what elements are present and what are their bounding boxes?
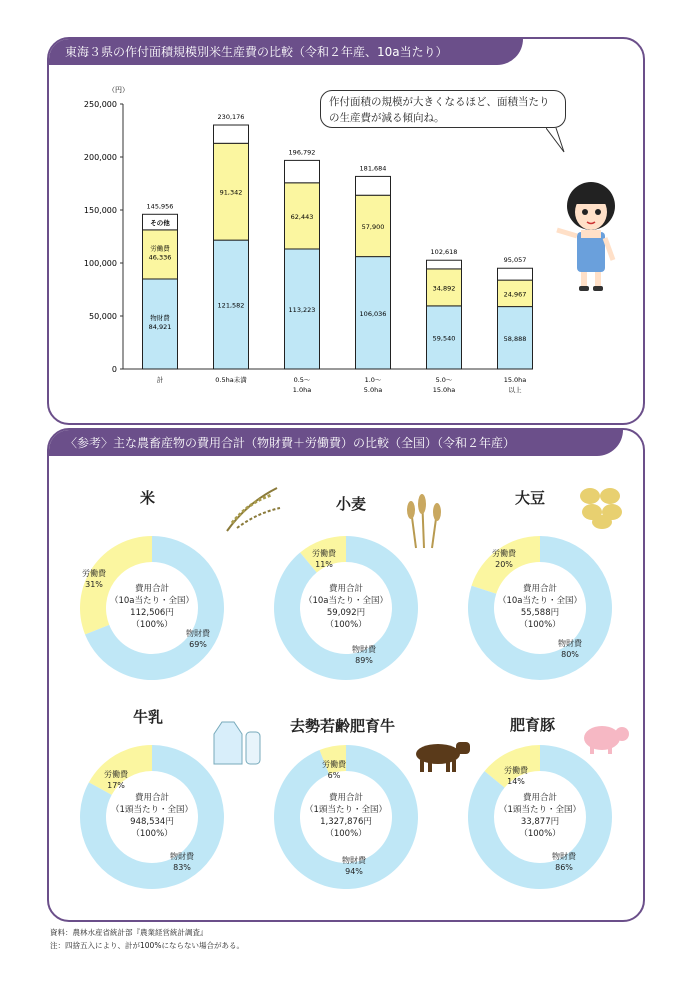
y-tick-label: 50,000 bbox=[89, 312, 117, 321]
donut-title: 牛乳 bbox=[133, 708, 164, 726]
y-axis-unit: （円） bbox=[108, 86, 129, 94]
center-line: 費用合計 bbox=[522, 793, 557, 803]
donut-center-text bbox=[291, 792, 401, 840]
center-line: 1,327,876円 bbox=[320, 817, 372, 827]
material-label bbox=[164, 851, 200, 873]
center-line: （10a当たり・全国） bbox=[109, 596, 195, 606]
slice-percent: 14% bbox=[507, 777, 525, 786]
center-line: （10a当たり・全国） bbox=[303, 596, 389, 606]
rice-plant-icon bbox=[222, 483, 282, 533]
donut-center-text bbox=[97, 792, 207, 840]
donut-center-text bbox=[485, 792, 595, 840]
center-line: 59,092円 bbox=[326, 608, 366, 618]
material-label bbox=[546, 851, 582, 873]
slice-percent: 6% bbox=[327, 771, 341, 780]
y-tick-label: 150,000 bbox=[83, 206, 117, 215]
slice-percent: 69% bbox=[189, 640, 207, 649]
center-line: 費用合計 bbox=[328, 793, 363, 803]
center-line: （1頭当たり・全国） bbox=[111, 805, 193, 815]
donut-center-text bbox=[291, 583, 401, 631]
center-line: 費用合計 bbox=[328, 584, 363, 594]
center-line: 948,534円 bbox=[130, 817, 174, 827]
slice-percent: 31% bbox=[85, 580, 103, 589]
y-tick-label: 200,000 bbox=[83, 153, 117, 162]
category-label: 5.0～ bbox=[435, 376, 453, 384]
labor-label bbox=[98, 769, 134, 791]
data-label: 113,223 bbox=[288, 305, 316, 314]
slice-name: 労働費 bbox=[504, 766, 528, 775]
data-label: 46,336 bbox=[148, 253, 172, 262]
category-label: 0.5ha未満 bbox=[215, 376, 247, 384]
speech-line-2: の生産費が減る傾向ね。 bbox=[329, 112, 445, 124]
slice-percent: 94% bbox=[345, 867, 363, 876]
slice-name: 労働費 bbox=[82, 569, 106, 578]
slice-name: 物財費 bbox=[558, 639, 582, 648]
donut-title: 去勢若齢肥育牛 bbox=[290, 717, 396, 735]
material-label bbox=[180, 628, 216, 650]
center-line: （100%） bbox=[131, 620, 173, 630]
slice-name: 物財費 bbox=[342, 856, 366, 865]
labor-label bbox=[316, 759, 352, 781]
data-label: 57,900 bbox=[361, 222, 385, 231]
category-label: 0.5～ bbox=[293, 376, 311, 384]
data-label: 24,967 bbox=[503, 290, 527, 299]
center-line: （100%） bbox=[325, 620, 367, 630]
slice-percent: 17% bbox=[107, 781, 125, 790]
slice-name: 物財費 bbox=[170, 852, 194, 861]
bar-section-title: 東海３県の作付面積規模別米生産費の比較（令和２年産、10a当たり） bbox=[49, 39, 523, 65]
slice-name: 労働費 bbox=[312, 549, 336, 558]
total-label: 102,618 bbox=[430, 248, 458, 257]
donut-title: 肥育豚 bbox=[510, 716, 556, 734]
center-line: （100%） bbox=[325, 829, 367, 839]
total-label: 181,684 bbox=[359, 164, 387, 173]
series-label: 労働費 bbox=[150, 244, 170, 253]
total-label: 145,956 bbox=[146, 202, 174, 211]
labor-label bbox=[498, 765, 534, 787]
series-label: その他 bbox=[150, 219, 170, 228]
center-line: （10a当たり・全国） bbox=[497, 596, 583, 606]
slice-name: 物財費 bbox=[352, 645, 376, 654]
data-label: 91,342 bbox=[219, 188, 243, 197]
data-label: 34,892 bbox=[432, 284, 456, 293]
material-label bbox=[552, 638, 588, 660]
milk-icon bbox=[212, 720, 262, 766]
slice-percent: 80% bbox=[561, 650, 579, 659]
soybean-icon bbox=[578, 486, 624, 530]
material-label bbox=[346, 644, 382, 666]
bar-segment-other bbox=[427, 260, 462, 269]
labor-label bbox=[486, 548, 522, 570]
series-label: 物財費 bbox=[150, 313, 170, 322]
speech-line-1: 作付面積の規模が大きくなるほど、面積当たり bbox=[329, 96, 550, 108]
data-label: 62,443 bbox=[290, 212, 314, 221]
total-label: 230,176 bbox=[217, 113, 245, 122]
slice-percent: 83% bbox=[173, 863, 191, 872]
center-line: （100%） bbox=[519, 620, 561, 630]
center-line: 112,506円 bbox=[130, 608, 174, 618]
data-label: 59,540 bbox=[432, 334, 456, 343]
category-label: 1.0～ bbox=[364, 376, 382, 384]
center-line: （100%） bbox=[131, 829, 173, 839]
category-label: 15.0ha bbox=[503, 376, 527, 384]
center-line: 費用合計 bbox=[134, 793, 169, 803]
slice-name: 労働費 bbox=[322, 760, 346, 769]
source-note: 資料：農林水産省統計部『農業経営統計調査』 bbox=[50, 928, 208, 937]
donut-center-text bbox=[485, 583, 595, 631]
slice-name: 労働費 bbox=[492, 549, 516, 558]
category-label: 15.0ha bbox=[432, 386, 456, 394]
bar-segment-other bbox=[214, 125, 249, 143]
y-tick-label: 250,000 bbox=[83, 100, 117, 109]
bar-segment-other bbox=[498, 268, 533, 280]
center-line: 33,877円 bbox=[520, 817, 560, 827]
material-label bbox=[336, 855, 372, 877]
data-label: 121,582 bbox=[217, 301, 245, 310]
wheat-icon bbox=[404, 490, 444, 550]
center-line: 費用合計 bbox=[134, 584, 169, 594]
category-label: 以上 bbox=[508, 386, 522, 394]
slice-name: 物財費 bbox=[186, 629, 210, 638]
donut-title: 小麦 bbox=[336, 495, 367, 513]
labor-label bbox=[76, 568, 112, 590]
slice-percent: 20% bbox=[495, 560, 513, 569]
girl-illustration bbox=[555, 180, 635, 300]
total-label: 95,057 bbox=[503, 256, 527, 265]
data-label: 106,036 bbox=[359, 309, 387, 318]
center-line: （1頭当たり・全国） bbox=[305, 805, 387, 815]
center-line: （100%） bbox=[519, 829, 561, 839]
data-label: 58,888 bbox=[503, 334, 527, 343]
y-tick-label: 0 bbox=[111, 365, 117, 374]
category-label: 5.0ha bbox=[363, 386, 383, 394]
cattle-icon bbox=[412, 738, 474, 774]
total-label: 196,792 bbox=[288, 148, 316, 157]
center-line: （1頭当たり・全国） bbox=[499, 805, 581, 815]
center-line: 費用合計 bbox=[522, 584, 557, 594]
donut-center-text bbox=[97, 583, 207, 631]
pig-icon bbox=[580, 720, 630, 756]
footnote: 注：四捨五入により、計が100%にならない場合がある。 bbox=[50, 941, 244, 950]
slice-name: 物財費 bbox=[552, 852, 576, 861]
slice-name: 労働費 bbox=[104, 770, 128, 779]
data-label: 84,921 bbox=[148, 322, 172, 331]
donut-title: 米 bbox=[140, 489, 156, 507]
donut-section-title: 〈参考〉主な農畜産物の費用合計（物財費＋労働費）の比較（全国）（令和２年産） bbox=[49, 430, 623, 456]
y-tick-label: 100,000 bbox=[83, 259, 117, 268]
speech-bubble bbox=[320, 90, 566, 128]
slice-percent: 86% bbox=[555, 863, 573, 872]
bar-segment-other bbox=[285, 160, 320, 182]
speech-bubble-tail bbox=[546, 128, 566, 154]
category-label: 1.0ha bbox=[292, 386, 312, 394]
labor-label bbox=[306, 548, 342, 570]
category-label: 計 bbox=[156, 376, 164, 384]
center-line: 55,588円 bbox=[520, 608, 560, 618]
donut-title: 大豆 bbox=[515, 489, 546, 507]
slice-percent: 11% bbox=[315, 560, 333, 569]
bar-segment-other bbox=[356, 176, 391, 195]
slice-percent: 89% bbox=[355, 656, 373, 665]
